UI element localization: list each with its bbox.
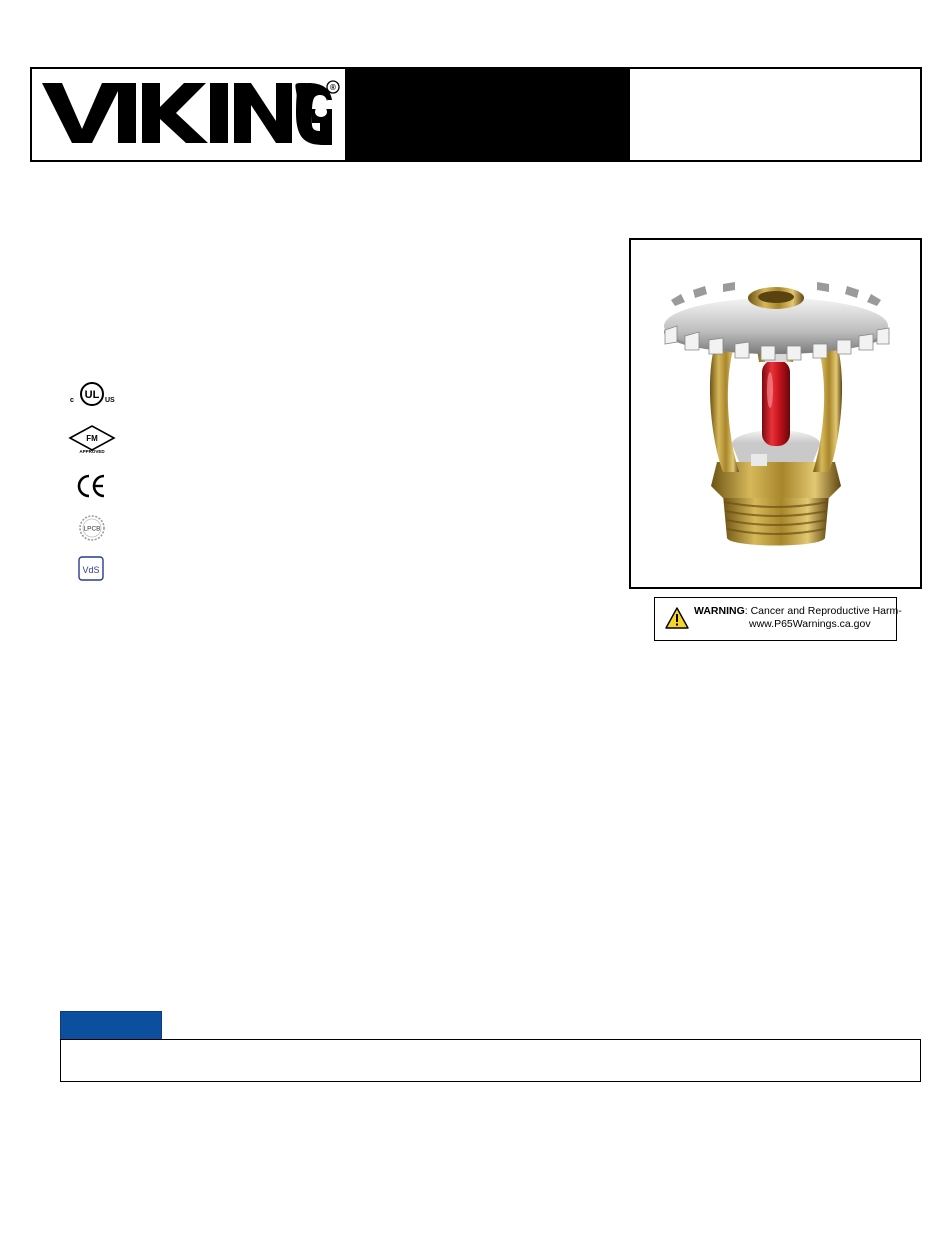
warning-triangle-icon xyxy=(665,607,689,629)
sprinkler-head-image xyxy=(631,240,920,587)
product-image-frame xyxy=(629,238,922,589)
ce-mark-icon xyxy=(66,470,118,502)
lpcb-icon xyxy=(66,512,118,544)
svg-text:APPROVED: APPROVED xyxy=(79,449,105,454)
svg-text:LPCB: LPCB xyxy=(83,525,101,533)
ul-listed-icon xyxy=(66,378,118,410)
warning-message: : Cancer and Reproductive Harm- xyxy=(744,605,902,617)
logo-cell xyxy=(32,69,345,160)
registered-mark: ® xyxy=(330,83,336,92)
info-block xyxy=(628,69,920,160)
svg-text:US: US xyxy=(105,397,115,404)
svg-text:UL: UL xyxy=(84,389,100,401)
title-block xyxy=(345,69,628,160)
notice-tab xyxy=(60,1011,162,1041)
warning-label: WARNING xyxy=(694,605,745,617)
vds-icon xyxy=(66,553,118,585)
prop65-warning xyxy=(654,597,902,641)
header-banner xyxy=(30,67,922,162)
fm-approved-icon xyxy=(66,422,118,454)
svg-text:c: c xyxy=(70,397,74,404)
warning-url: www.P65Warnings.ca.gov xyxy=(749,618,871,630)
warning-text xyxy=(694,605,902,618)
svg-text:FM: FM xyxy=(86,434,98,443)
svg-text:VdS: VdS xyxy=(82,565,100,575)
viking-logo xyxy=(40,79,340,149)
notice-box xyxy=(60,1039,921,1082)
